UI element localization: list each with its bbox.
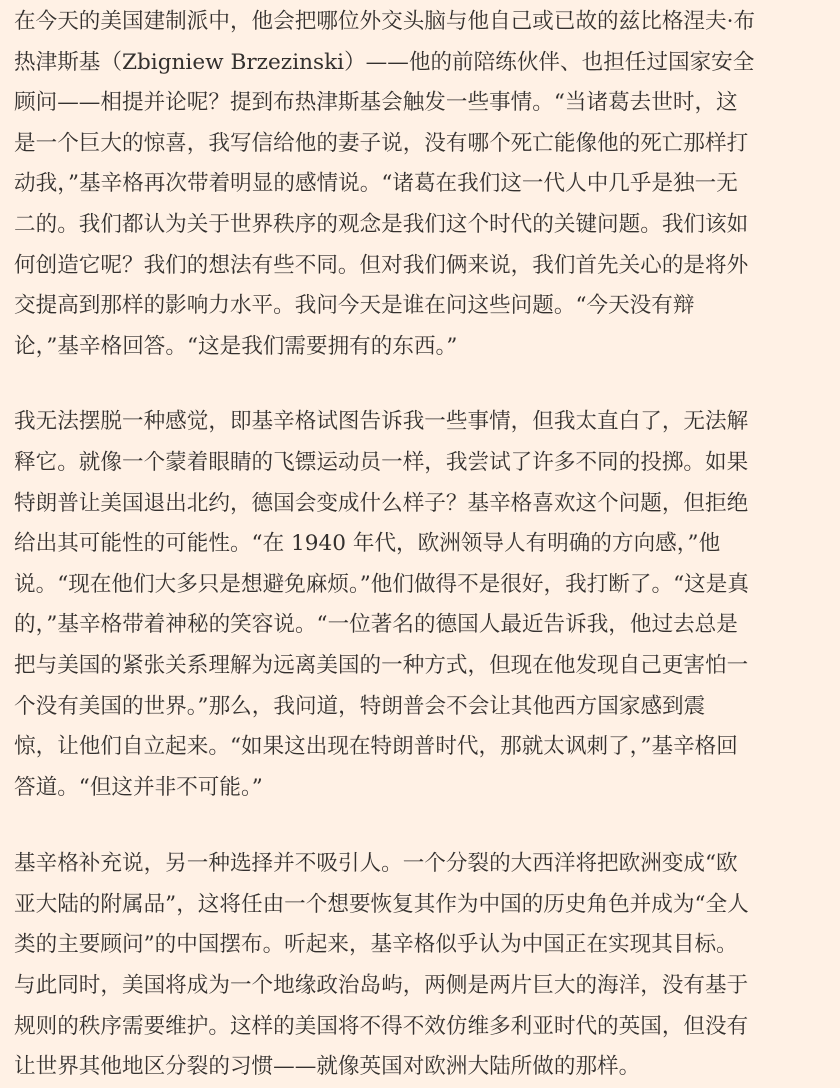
paragraph-2-line-10: 答道。“但这并非不可能。”: [14, 774, 263, 800]
paragraph-3-line-4: 与此同时，美国将成为一个地缘政治岛屿，两侧是两片巨大的海洋，没有基于: [14, 973, 749, 999]
paragraph-3-line-5: 规则的秩序需要维护。这样的美国将不得不效仿维多利亚时代的英国，但没有: [14, 1013, 749, 1039]
paragraph-3: [14, 844, 840, 1088]
paragraph-1-line-8: 交提高到那样的影响力水平。我问今天是谁在问这些问题。“今天没有辩: [14, 293, 695, 319]
paragraph-1-line-2: 热津斯基（Zbigniew Brzezinski）——他的前陪练伙伴、也担任过国家安全: [14, 49, 755, 75]
paragraph-2-line-8: 个没有美国的世界。”那么，我问道，特朗普会不会让其他西方国家感到震: [14, 693, 706, 719]
paragraph-2-line-2: 释它。就像一个蒙着眼睛的飞镖运动员一样，我尝试了许多不同的投掷。如果: [14, 449, 749, 475]
paragraph-2-line-3: 特朗普让美国退出北约，德国会变成什么样子？基辛格喜欢这个问题，但拒绝: [14, 490, 749, 516]
paragraph-2-line-5: 说。“现在他们大多只是想避免麻烦。”他们做得不是很好，我打断了。“这是真: [14, 571, 749, 597]
paragraph-1-line-6: 二的。我们都认为关于世界秩序的观念是我们这个时代的关键问题。我们该如: [14, 211, 749, 237]
paragraph-2-line-6: 的，”基辛格带着神秘的笑容说。“一位著名的德国人最近告诉我，他过去总是: [14, 612, 738, 638]
paragraph-3-line-1: 基辛格补充说，另一种选择并不吸引人。一个分裂的大西洋将把欧洲变成“欧: [14, 851, 738, 877]
paragraph-2-line-7: 把与美国的紧张关系理解为远离美国的一种方式，但现在他发现自己更害怕一: [14, 652, 749, 678]
paragraph-1-line-1: 在今天的美国建制派中，他会把哪位外交头脑与他自己或已故的兹比格涅夫·布: [14, 9, 756, 34]
paragraph-3-line-2: 亚大陆的附属品”，这将任由一个想要恢复其作为中国的历史角色并成为“全人: [14, 891, 749, 917]
paragraph-1-line-4: 是一个巨大的惊喜，我写信给他的妻子说，没有哪个死亡能像他的死亡那样打: [14, 130, 749, 156]
paragraph-1-line-3: 顾问——相提并论呢？提到布热津斯基会触发一些事情。“当诸葛去世时，这: [14, 90, 738, 116]
paragraph-1: [14, 0, 840, 367]
paragraph-2-line-4: 给出其可能性的可能性。“在 1940 年代，欧洲领导人有明确的方向感，”他: [14, 531, 721, 557]
paragraph-3-line-6: 让世界其他地区分裂的习惯——就像英国对欧洲大陆所做的那样。: [14, 1054, 641, 1080]
paragraph-3-line-3: 类的主要顾问”的中国摆布。听起来，基辛格似乎认为中国正在实现其目标。: [14, 932, 738, 958]
paragraph-1-line-9: 论，”基辛格回答。“这是我们需要拥有的东西。”: [14, 333, 458, 359]
paragraph-2: [14, 402, 840, 808]
paragraph-1-line-5: 动我，”基辛格再次带着明显的感情说。“诸葛在我们这一代人中几乎是独一无: [14, 171, 738, 197]
paragraph-2-line-1: 我无法摆脱一种感觉，即基辛格试图告诉我一些事情，但我太直白了，无法解: [14, 409, 749, 435]
paragraph-1-line-7: 何创造它呢？我们的想法有些不同。但对我们俩来说，我们首先关心的是将外: [14, 252, 749, 278]
paragraph-2-line-9: 惊，让他们自立起来。“如果这出现在特朗普时代，那就太讽刺了，”基辛格回: [14, 734, 738, 760]
